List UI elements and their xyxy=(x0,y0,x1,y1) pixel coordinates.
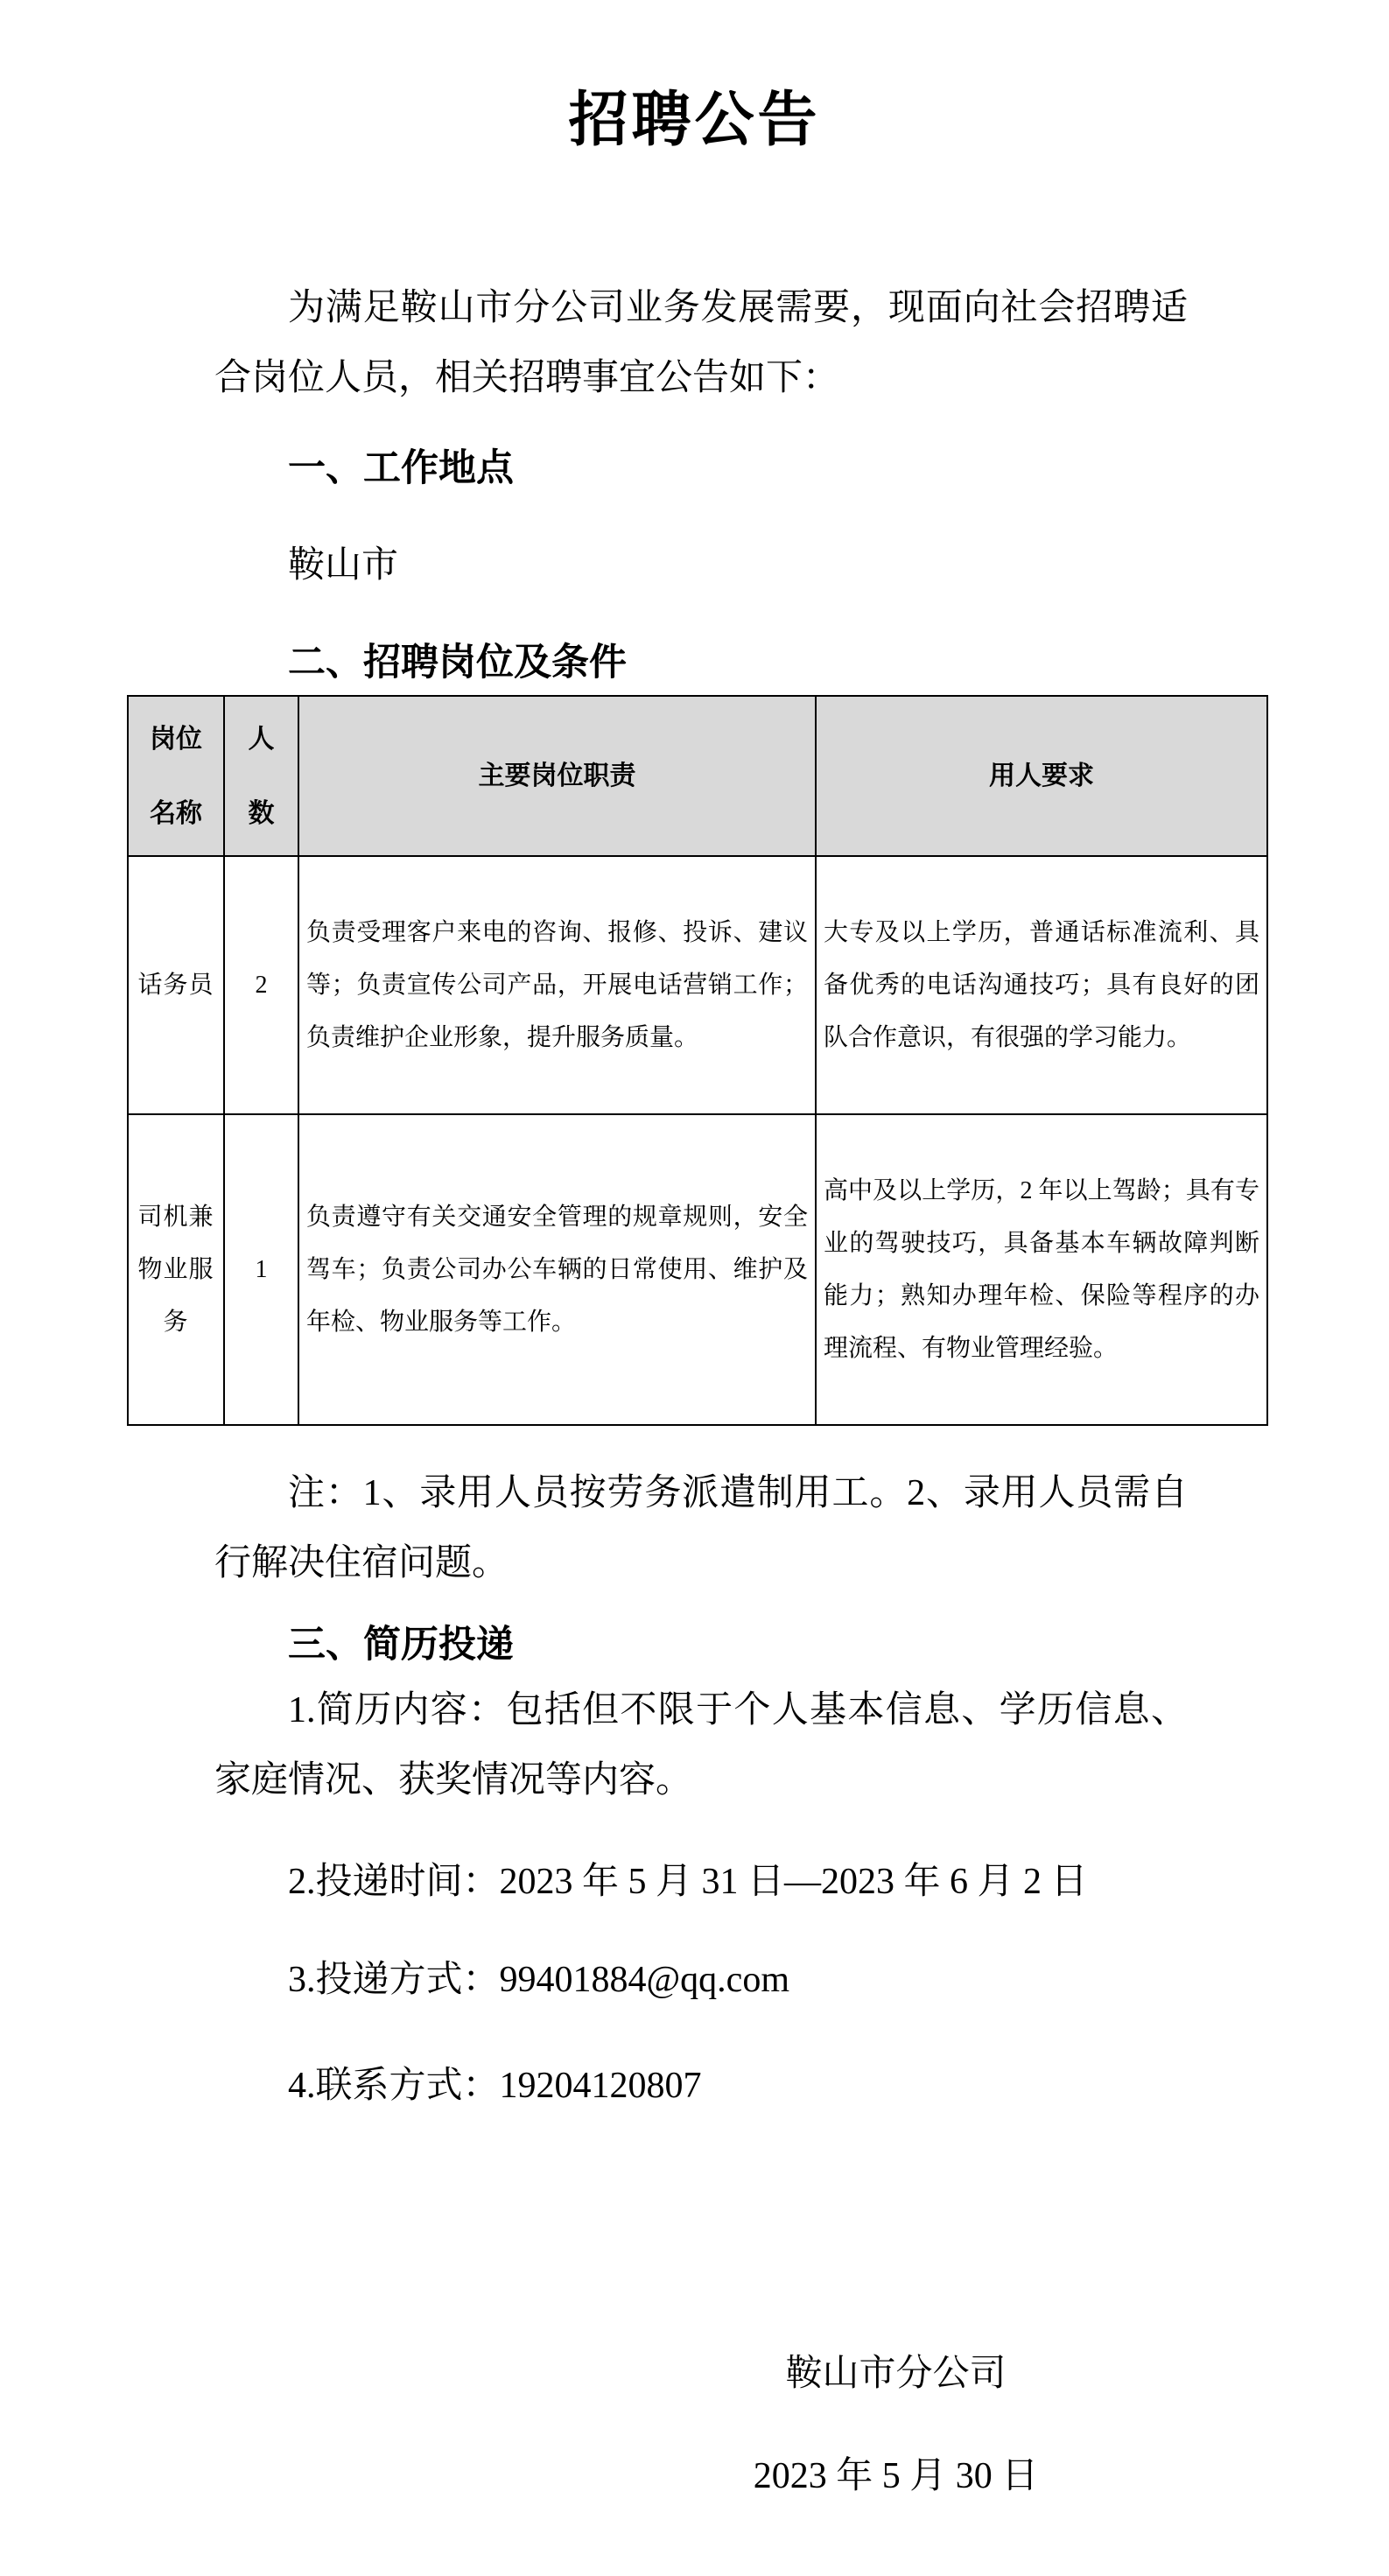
duties-cell: 负责遵守有关交通安全管理的规章规则，安全驾车；负责公司办公车辆的日常使用、维护及年检、物业服务等工作。 xyxy=(298,1114,816,1425)
signature-company: 鞍山市分公司 xyxy=(785,2354,1007,2394)
position-cell: 话务员 xyxy=(128,856,224,1114)
requirements-cell: 大专及以上学历，普通话标准流利、具备优秀的电话沟通技巧；具有良好的团队合作意识，有很强的学习能力。 xyxy=(816,856,1267,1114)
header-cell-duties: 主要岗位职责 xyxy=(298,696,816,856)
section-heading-positions: 二、招聘岗位及条件 xyxy=(288,642,627,684)
page-title: 招聘公告 xyxy=(568,87,821,153)
signature-block xyxy=(0,2339,1389,2511)
resume-item-time: 2.投递时间：2023 年 5 月 31 日—2023 年 6 月 2 日 xyxy=(288,1862,1088,1902)
headcount-cell: 1 xyxy=(224,1114,298,1425)
work-location-value: 鞍山市 xyxy=(288,545,399,586)
table-row xyxy=(128,856,1267,1114)
note-paragraph: 注：1、录用人员按劳务派遣制用工。2、录用人员需自行解决住宿问题。 xyxy=(214,1473,1188,1583)
section-heading-work-location: 一、工作地点 xyxy=(288,447,514,489)
table-header-row xyxy=(128,696,1267,856)
position-cell: 司机兼物业服务 xyxy=(128,1114,224,1425)
table-row xyxy=(128,1114,1267,1425)
intro-paragraph: 为满足鞍山市分公司业务发展需要，现面向社会招聘适合岗位人员，相关招聘事宜公告如下： xyxy=(214,288,1188,398)
duties-cell: 负责受理客户来电的咨询、报修、投诉、建议等；负责宣传公司产品，开展电话营销工作；负责维护企业形象，提升服务质量。 xyxy=(298,856,816,1114)
headcount-cell: 2 xyxy=(224,856,298,1114)
signature-date: 2023 年 5 月 30 日 xyxy=(753,2456,1039,2496)
positions-table xyxy=(127,695,1268,1426)
header-cell-position: 岗位名称 xyxy=(128,696,224,856)
requirements-cell: 高中及以上学历，2 年以上驾龄；具有专业的驾驶技巧，具备基本车辆故障判断能力；熟知办理年检、保险等程序的办理流程、有物业管理经验。 xyxy=(816,1114,1267,1425)
resume-item-content: 1.简历内容：包括但不限于个人基本信息、学历信息、家庭情况、获奖情况等内容。 xyxy=(214,1690,1188,1800)
header-cell-headcount: 人数 xyxy=(224,696,298,856)
resume-item-method: 3.投递方式：99401884@qq.com xyxy=(288,1960,789,2000)
section-heading-resume: 三、简历投递 xyxy=(288,1624,514,1666)
resume-item-contact: 4.联系方式：19204120807 xyxy=(288,2066,702,2106)
header-cell-requirements: 用人要求 xyxy=(816,696,1267,856)
